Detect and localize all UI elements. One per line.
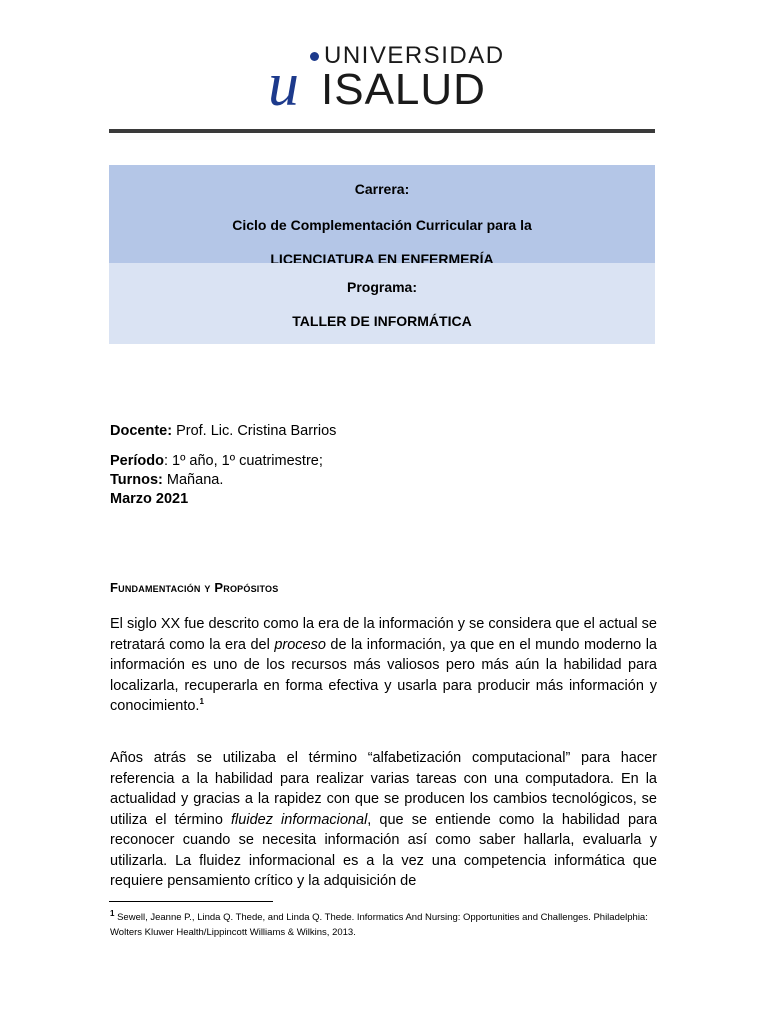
paragraph-2-emphasis: fluidez informacional — [231, 811, 368, 828]
teacher-label: Docente: — [110, 423, 173, 439]
date-line — [110, 491, 188, 508]
program-box — [109, 263, 655, 344]
footnote-text: Sewell, Jeanne P., Linda Q. Thede, and Linda Q. Thede. Informatics And Nursing: Opportunities and Challenges. Philadelphia: Wolters Kluwer Health/Lippincott Williams & Wilkins, 2013. — [110, 912, 648, 939]
footnote-number: 1 — [110, 909, 115, 918]
shift-line — [110, 472, 223, 489]
career-label: Carrera: — [354, 181, 410, 197]
career-box — [109, 165, 655, 263]
paragraph-2-text-a: Años atrás se utilizaba el término “alfabetización computacional” para hacer referencia a la habilidad para realizar varias tareas con una computadora. En la actualidad y gracias a la rapidez con que se producen los cambios tecnológicos, se utiliza el término — [110, 750, 657, 828]
footnote-divider — [109, 901, 273, 902]
paragraph-2 — [110, 748, 657, 892]
footnote-reference[interactable]: 1 — [199, 697, 204, 707]
teacher-value: Prof. Lic. Cristina Barrios — [172, 423, 337, 439]
shift-value: Mañana. — [162, 472, 224, 488]
logo-main-text: ISALUD — [321, 65, 486, 114]
document-date: Marzo 2021 — [110, 491, 189, 507]
paragraph-1 — [110, 614, 657, 717]
teacher-line — [110, 423, 336, 440]
period-line — [110, 453, 323, 470]
career-title-line1: Ciclo de Complementación Curricular para la — [232, 217, 532, 233]
shift-label: Turnos: — [110, 472, 163, 488]
career-title-line2: LICENCIATURA EN ENFERMERÍA — [270, 251, 494, 263]
paragraph-1-text-b: de la información, ya que en el mundo moderno la información es uno de los recursos más valiosos pero más aún la habilidad para localizarla, recuperarla en forma efectiva y usarla para producir más información y conocimiento. — [110, 636, 657, 714]
paragraph-2-text-b: , que se entiende como la habilidad para reconocer cuando se necesita información así como saber hallarla, evaluarla y utilizarla. La fluidez informacional es a la vez una competencia informática que requiere pensamiento crítico y la adquisición de — [110, 811, 658, 889]
logo-top-text: UNIVERSIDAD — [324, 42, 505, 69]
paragraph-1-text-a: El siglo XX fue descrito como la era de la información y se considera que el actual se retratará como la era del — [110, 616, 657, 653]
paragraph-1-emphasis: proceso — [274, 636, 326, 653]
section-heading: Fundamentación y Propósitos — [110, 580, 279, 595]
logo-initial: u — [268, 51, 299, 119]
program-label: Programa: — [346, 279, 418, 295]
university-logo — [266, 38, 506, 118]
period-label: Período — [110, 453, 164, 469]
program-title: TALLER DE INFORMÁTICA — [292, 313, 472, 329]
period-value: : 1º año, 1º cuatrimestre; — [163, 453, 323, 469]
footnote — [110, 906, 660, 940]
logo-dot-icon — [310, 52, 319, 61]
header-divider — [109, 129, 655, 133]
